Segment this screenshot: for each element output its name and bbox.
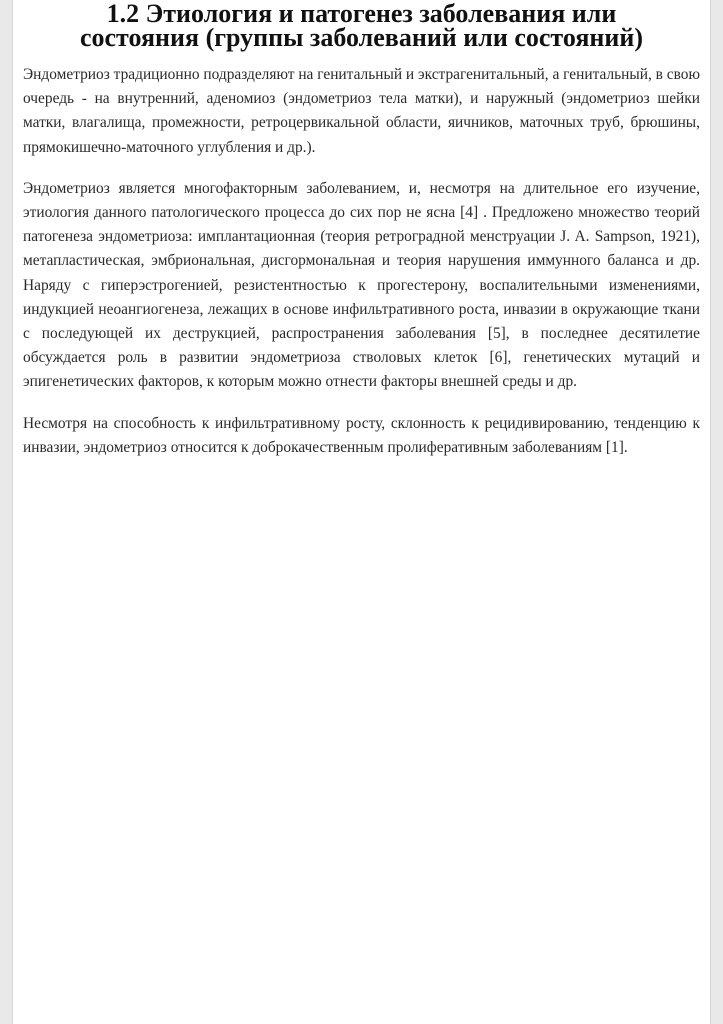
paragraph-benign-nature: Несмотря на способность к инфильтративному росту, склонность к рецидивированию, тенденцию к инвазии, эндометриоз относится к доброкачественным пролиферативным заболеваниям [1].	[23, 414, 700, 456]
section-heading-line-2: состояния (группы заболеваний или состояний)	[79, 23, 644, 52]
paragraph-etiology: Эндометриоз является многофакторным заболеванием, и, несмотря на длительное его изучение, этиология данного патологического процесса до сих пор не ясна [4] . Предложено множество теорий патогенеза эндометриоза: имплантационная (теория ретроградной менструации J. A. Sampson, 1921), метапластическая, эмбриональная, дисгормональная и теория нарушения иммунного баланса и др. Наряду с гиперэстрогенией, резистентностью к прогестерону, воспалительными изменениями, индукцией неоангиогенеза, лежащих в основе инфильтративного роста, инвазии в окружающие ткани с последующей их деструкцией, распространения заболевания [5], в последнее десятилетие обсуждается роль в развитии эндометриоза стволовых клеток [6], генетических мутаций и эпигенетических факторов, к которым можно отнести факторы внешней среды и др.	[23, 179, 700, 391]
section-heading-line-1: 1.2 Этиология и патогенез заболевания или	[106, 0, 617, 28]
paragraph-classification: Эндометриоз традиционно подразделяют на генитальный и экстрагенитальный, а генитальный, в свою очередь - на внутренний, аденомиоз (эндометриоз тела матки), и наружный (эндометриоз шейки матки, влагалища, промежности, ретроцервикальной области, яичников, маточных труб, брюшины, прямокишечно-маточного углубления и др.).	[23, 66, 700, 156]
document-page	[12, 0, 711, 1024]
section-heading	[13, 0, 710, 50]
body-text	[23, 63, 700, 477]
